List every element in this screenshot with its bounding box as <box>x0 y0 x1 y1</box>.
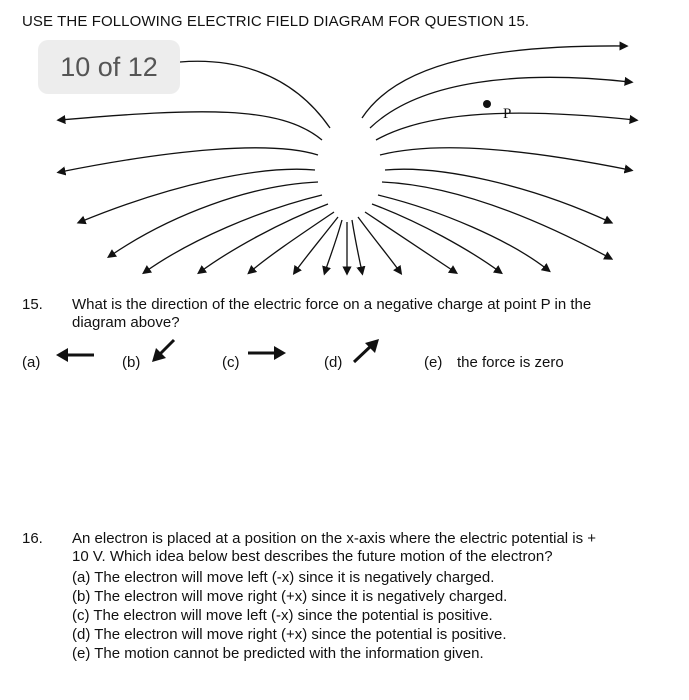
choice-a: (a) The electron will move left (-x) since it is negatively charged. <box>72 569 495 586</box>
field-line <box>200 204 328 272</box>
question-15-line-2: diagram above? <box>72 314 180 331</box>
arrow-up-right-icon <box>350 336 382 366</box>
field-line <box>365 212 455 272</box>
arrow-down-left-icon <box>148 336 178 366</box>
question-16-number: 16. <box>22 530 43 547</box>
field-line <box>60 112 322 140</box>
field-line <box>352 220 362 272</box>
choice-e: (e) The motion cannot be predicted with the information given. <box>72 645 484 662</box>
field-line <box>378 195 548 270</box>
question-15-text <box>72 296 672 332</box>
option-c-label: (c) <box>222 354 240 371</box>
option-b-label: (b) <box>122 354 141 371</box>
question-16-choices <box>72 568 682 663</box>
question-16-line-1: An electron is placed at a position on the x-axis where the electric potential is + <box>72 530 597 547</box>
question-15-number: 15. <box>22 296 43 313</box>
field-line <box>60 148 318 172</box>
question-16-text <box>72 530 682 566</box>
option-a-label: (a) <box>22 354 41 371</box>
page-counter-badge: 10 of 12 <box>38 40 180 94</box>
field-line <box>385 169 610 222</box>
field-line <box>358 217 400 272</box>
field-line <box>370 77 630 128</box>
arrow-right-icon <box>246 343 288 363</box>
choice-d: (d) The electron will move right (+x) since the potential is positive. <box>72 626 507 643</box>
diagram-instruction: USE THE FOLLOWING ELECTRIC FIELD DIAGRAM FOR QUESTION 15. <box>22 13 530 30</box>
option-e-label: (e) <box>424 354 443 371</box>
field-line <box>380 148 630 170</box>
field-line <box>250 212 334 272</box>
point-p-dot <box>483 100 491 108</box>
option-d-label: (d) <box>324 354 343 371</box>
arrow-left-icon <box>54 345 96 365</box>
field-line <box>325 220 342 272</box>
question-15-line-1: What is the direction of the electric force on a negative charge at point P in the <box>72 296 592 313</box>
field-line <box>180 61 330 128</box>
choice-c: (c) The electron will move left (-x) since the potential is positive. <box>72 607 493 624</box>
field-line <box>362 46 625 118</box>
field-line <box>295 217 338 272</box>
option-e-text: the force is zero <box>457 354 564 371</box>
field-line <box>145 195 322 272</box>
point-p-label: P <box>503 106 512 122</box>
field-line <box>372 204 500 272</box>
question-16-line-2: 10 V. Which idea below best describes the future motion of the electron? <box>72 548 553 565</box>
choice-b: (b) The electron will move right (+x) since it is negatively charged. <box>72 588 508 605</box>
field-line <box>80 169 315 222</box>
